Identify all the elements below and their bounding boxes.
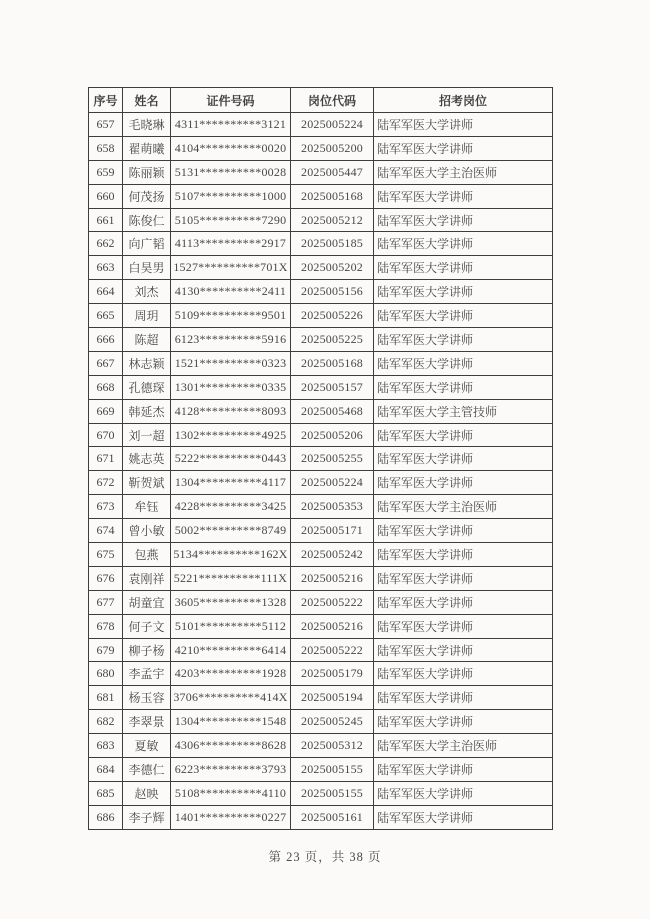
cell-position-code: 2025005179 — [291, 662, 374, 686]
cell-serial: 667 — [89, 351, 123, 375]
cell-serial: 669 — [89, 399, 123, 423]
cell-serial: 657 — [89, 113, 123, 137]
cell-name: 牟钰 — [123, 495, 171, 519]
cell-position-code: 2025005226 — [291, 304, 374, 328]
cell-name: 杨玉容 — [123, 686, 171, 710]
cell-id-number: 1301**********0335 — [171, 375, 291, 399]
cell-position: 陆军军医大学主治医师 — [374, 495, 553, 519]
cell-id-number: 4130**********2411 — [171, 280, 291, 304]
cell-id-number: 4228**********3425 — [171, 495, 291, 519]
cell-position: 陆军军医大学讲师 — [374, 423, 553, 447]
cell-position-code: 2025005312 — [291, 734, 374, 758]
column-header-position-code: 岗位代码 — [291, 88, 374, 113]
cell-id-number: 1527**********701X — [171, 256, 291, 280]
cell-position-code: 2025005222 — [291, 590, 374, 614]
cell-name: 白昊男 — [123, 256, 171, 280]
cell-name: 孔德琛 — [123, 375, 171, 399]
cell-position: 陆军军医大学讲师 — [374, 136, 553, 160]
cell-serial: 662 — [89, 232, 123, 256]
cell-id-number: 5131**********0028 — [171, 160, 291, 184]
cell-name: 刘一超 — [123, 423, 171, 447]
cell-name: 赵映 — [123, 781, 171, 805]
cell-serial: 673 — [89, 495, 123, 519]
cell-serial: 664 — [89, 280, 123, 304]
cell-position-code: 2025005155 — [291, 781, 374, 805]
cell-position: 陆军军医大学主治医师 — [374, 160, 553, 184]
cell-name: 何子文 — [123, 614, 171, 638]
cell-id-number: 4306**********8628 — [171, 734, 291, 758]
cell-id-number: 1302**********4925 — [171, 423, 291, 447]
cell-name: 陈丽颖 — [123, 160, 171, 184]
table-row — [89, 208, 553, 232]
table-row — [89, 256, 553, 280]
cell-position: 陆军军医大学讲师 — [374, 471, 553, 495]
cell-position: 陆军军医大学讲师 — [374, 113, 553, 137]
cell-position-code: 2025005168 — [291, 184, 374, 208]
cell-name: 陈俊仁 — [123, 208, 171, 232]
table-row — [89, 328, 553, 352]
cell-name: 李翠景 — [123, 710, 171, 734]
cell-position-code: 2025005202 — [291, 256, 374, 280]
cell-serial: 683 — [89, 734, 123, 758]
table-row — [89, 375, 553, 399]
cell-name: 李德仁 — [123, 758, 171, 782]
cell-name: 林志颖 — [123, 351, 171, 375]
cell-name: 袁刚祥 — [123, 566, 171, 590]
cell-id-number: 5134**********162X — [171, 543, 291, 567]
cell-position: 陆军军医大学讲师 — [374, 590, 553, 614]
cell-id-number: 5105**********7290 — [171, 208, 291, 232]
table-row — [89, 662, 553, 686]
cell-serial: 685 — [89, 781, 123, 805]
cell-id-number: 1304**********1548 — [171, 710, 291, 734]
cell-serial: 663 — [89, 256, 123, 280]
cell-position: 陆军军医大学讲师 — [374, 232, 553, 256]
cell-position-code: 2025005194 — [291, 686, 374, 710]
table-header-row — [89, 88, 553, 113]
table-row — [89, 734, 553, 758]
table-row — [89, 399, 553, 423]
cell-position: 陆军军医大学讲师 — [374, 566, 553, 590]
cell-id-number: 3706**********414X — [171, 686, 291, 710]
cell-serial: 665 — [89, 304, 123, 328]
cell-position: 陆军军医大学讲师 — [374, 351, 553, 375]
cell-position: 陆军军医大学讲师 — [374, 686, 553, 710]
cell-position: 陆军军医大学讲师 — [374, 638, 553, 662]
table-row — [89, 113, 553, 137]
cell-id-number: 5109**********9501 — [171, 304, 291, 328]
cell-name: 夏敏 — [123, 734, 171, 758]
cell-position-code: 2025005156 — [291, 280, 374, 304]
cell-serial: 675 — [89, 543, 123, 567]
cell-name: 陈超 — [123, 328, 171, 352]
cell-serial: 676 — [89, 566, 123, 590]
candidate-roster-table — [88, 87, 553, 830]
column-header-id-number: 证件号码 — [171, 88, 291, 113]
cell-serial: 668 — [89, 375, 123, 399]
cell-position: 陆军军医大学讲师 — [374, 304, 553, 328]
cell-name: 翟萌曦 — [123, 136, 171, 160]
cell-id-number: 5101**********5112 — [171, 614, 291, 638]
cell-id-number: 1401**********0227 — [171, 805, 291, 829]
table-row — [89, 519, 553, 543]
cell-position-code: 2025005468 — [291, 399, 374, 423]
cell-id-number: 4104**********0020 — [171, 136, 291, 160]
cell-id-number: 1521**********0323 — [171, 351, 291, 375]
table-row — [89, 495, 553, 519]
cell-serial: 679 — [89, 638, 123, 662]
table-row — [89, 351, 553, 375]
cell-position-code: 2025005212 — [291, 208, 374, 232]
cell-id-number: 4128**********8093 — [171, 399, 291, 423]
table-row — [89, 638, 553, 662]
cell-position: 陆军军医大学讲师 — [374, 781, 553, 805]
table-row — [89, 280, 553, 304]
table-row — [89, 686, 553, 710]
cell-id-number: 6123**********5916 — [171, 328, 291, 352]
cell-name: 曾小敏 — [123, 519, 171, 543]
cell-position-code: 2025005447 — [291, 160, 374, 184]
cell-name: 胡童宜 — [123, 590, 171, 614]
table-row — [89, 543, 553, 567]
cell-position: 陆军军医大学讲师 — [374, 805, 553, 829]
cell-position: 陆军军医大学讲师 — [374, 710, 553, 734]
table-row — [89, 136, 553, 160]
cell-id-number: 4113**********2917 — [171, 232, 291, 256]
cell-position: 陆军军医大学讲师 — [374, 614, 553, 638]
cell-id-number: 5222**********0443 — [171, 447, 291, 471]
cell-position-code: 2025005224 — [291, 113, 374, 137]
cell-position: 陆军军医大学讲师 — [374, 184, 553, 208]
cell-position-code: 2025005216 — [291, 566, 374, 590]
table-row — [89, 447, 553, 471]
cell-serial: 666 — [89, 328, 123, 352]
cell-id-number: 3605**********1328 — [171, 590, 291, 614]
cell-serial: 682 — [89, 710, 123, 734]
column-header-serial: 序号 — [89, 88, 123, 113]
cell-position: 陆军军医大学讲师 — [374, 519, 553, 543]
cell-name: 何茂扬 — [123, 184, 171, 208]
cell-serial: 670 — [89, 423, 123, 447]
cell-position-code: 2025005224 — [291, 471, 374, 495]
table-header — [89, 88, 553, 113]
table-row — [89, 184, 553, 208]
table-row — [89, 232, 553, 256]
table-row — [89, 710, 553, 734]
cell-serial: 661 — [89, 208, 123, 232]
cell-name: 李子辉 — [123, 805, 171, 829]
cell-id-number: 4311**********3121 — [171, 113, 291, 137]
cell-name: 向广韬 — [123, 232, 171, 256]
cell-serial: 678 — [89, 614, 123, 638]
cell-name: 柳子杨 — [123, 638, 171, 662]
cell-position-code: 2025005185 — [291, 232, 374, 256]
cell-name: 李孟宇 — [123, 662, 171, 686]
cell-serial: 680 — [89, 662, 123, 686]
cell-name: 姚志英 — [123, 447, 171, 471]
cell-position-code: 2025005222 — [291, 638, 374, 662]
cell-serial: 686 — [89, 805, 123, 829]
table-row — [89, 614, 553, 638]
cell-position: 陆军军医大学主管技师 — [374, 399, 553, 423]
cell-id-number: 4203**********1928 — [171, 662, 291, 686]
cell-position-code: 2025005255 — [291, 447, 374, 471]
cell-id-number: 1304**********4117 — [171, 471, 291, 495]
table-row — [89, 423, 553, 447]
cell-position-code: 2025005200 — [291, 136, 374, 160]
table-row — [89, 781, 553, 805]
cell-position-code: 2025005216 — [291, 614, 374, 638]
cell-name: 韩延杰 — [123, 399, 171, 423]
cell-position: 陆军军医大学讲师 — [374, 758, 553, 782]
cell-position-code: 2025005245 — [291, 710, 374, 734]
cell-id-number: 6223**********3793 — [171, 758, 291, 782]
cell-serial: 684 — [89, 758, 123, 782]
cell-position-code: 2025005171 — [291, 519, 374, 543]
cell-name: 包燕 — [123, 543, 171, 567]
table-row — [89, 758, 553, 782]
cell-position-code: 2025005206 — [291, 423, 374, 447]
cell-position-code: 2025005242 — [291, 543, 374, 567]
cell-position: 陆军军医大学讲师 — [374, 447, 553, 471]
cell-name: 周玥 — [123, 304, 171, 328]
column-header-position: 招考岗位 — [374, 88, 553, 113]
cell-position: 陆军军医大学讲师 — [374, 662, 553, 686]
cell-position-code: 2025005225 — [291, 328, 374, 352]
cell-position-code: 2025005161 — [291, 805, 374, 829]
cell-position-code: 2025005353 — [291, 495, 374, 519]
cell-serial: 677 — [89, 590, 123, 614]
cell-serial: 660 — [89, 184, 123, 208]
cell-serial: 659 — [89, 160, 123, 184]
cell-position: 陆军军医大学讲师 — [374, 256, 553, 280]
cell-position: 陆军军医大学讲师 — [374, 280, 553, 304]
cell-serial: 672 — [89, 471, 123, 495]
table-body — [89, 113, 553, 830]
table-row — [89, 471, 553, 495]
cell-position: 陆军军医大学讲师 — [374, 208, 553, 232]
cell-name: 毛晓琳 — [123, 113, 171, 137]
cell-position-code: 2025005155 — [291, 758, 374, 782]
table-row — [89, 590, 553, 614]
table-row — [89, 160, 553, 184]
cell-serial: 671 — [89, 447, 123, 471]
table-row — [89, 805, 553, 829]
cell-position: 陆军军医大学讲师 — [374, 328, 553, 352]
cell-id-number: 4210**********6414 — [171, 638, 291, 662]
cell-id-number: 5107**********1000 — [171, 184, 291, 208]
table-row — [89, 304, 553, 328]
cell-position: 陆军军医大学讲师 — [374, 375, 553, 399]
cell-position-code: 2025005157 — [291, 375, 374, 399]
cell-serial: 674 — [89, 519, 123, 543]
page-number-indicator: 第 23 页，共 38 页 — [268, 850, 382, 864]
cell-id-number: 5108**********4110 — [171, 781, 291, 805]
cell-position: 陆军军医大学讲师 — [374, 543, 553, 567]
cell-name: 靳贺斌 — [123, 471, 171, 495]
cell-serial: 681 — [89, 686, 123, 710]
column-header-name: 姓名 — [123, 88, 171, 113]
cell-id-number: 5002**********8749 — [171, 519, 291, 543]
table-row — [89, 566, 553, 590]
cell-position-code: 2025005168 — [291, 351, 374, 375]
cell-serial: 658 — [89, 136, 123, 160]
cell-name: 刘杰 — [123, 280, 171, 304]
cell-id-number: 5221**********111X — [171, 566, 291, 590]
cell-position: 陆军军医大学主治医师 — [374, 734, 553, 758]
